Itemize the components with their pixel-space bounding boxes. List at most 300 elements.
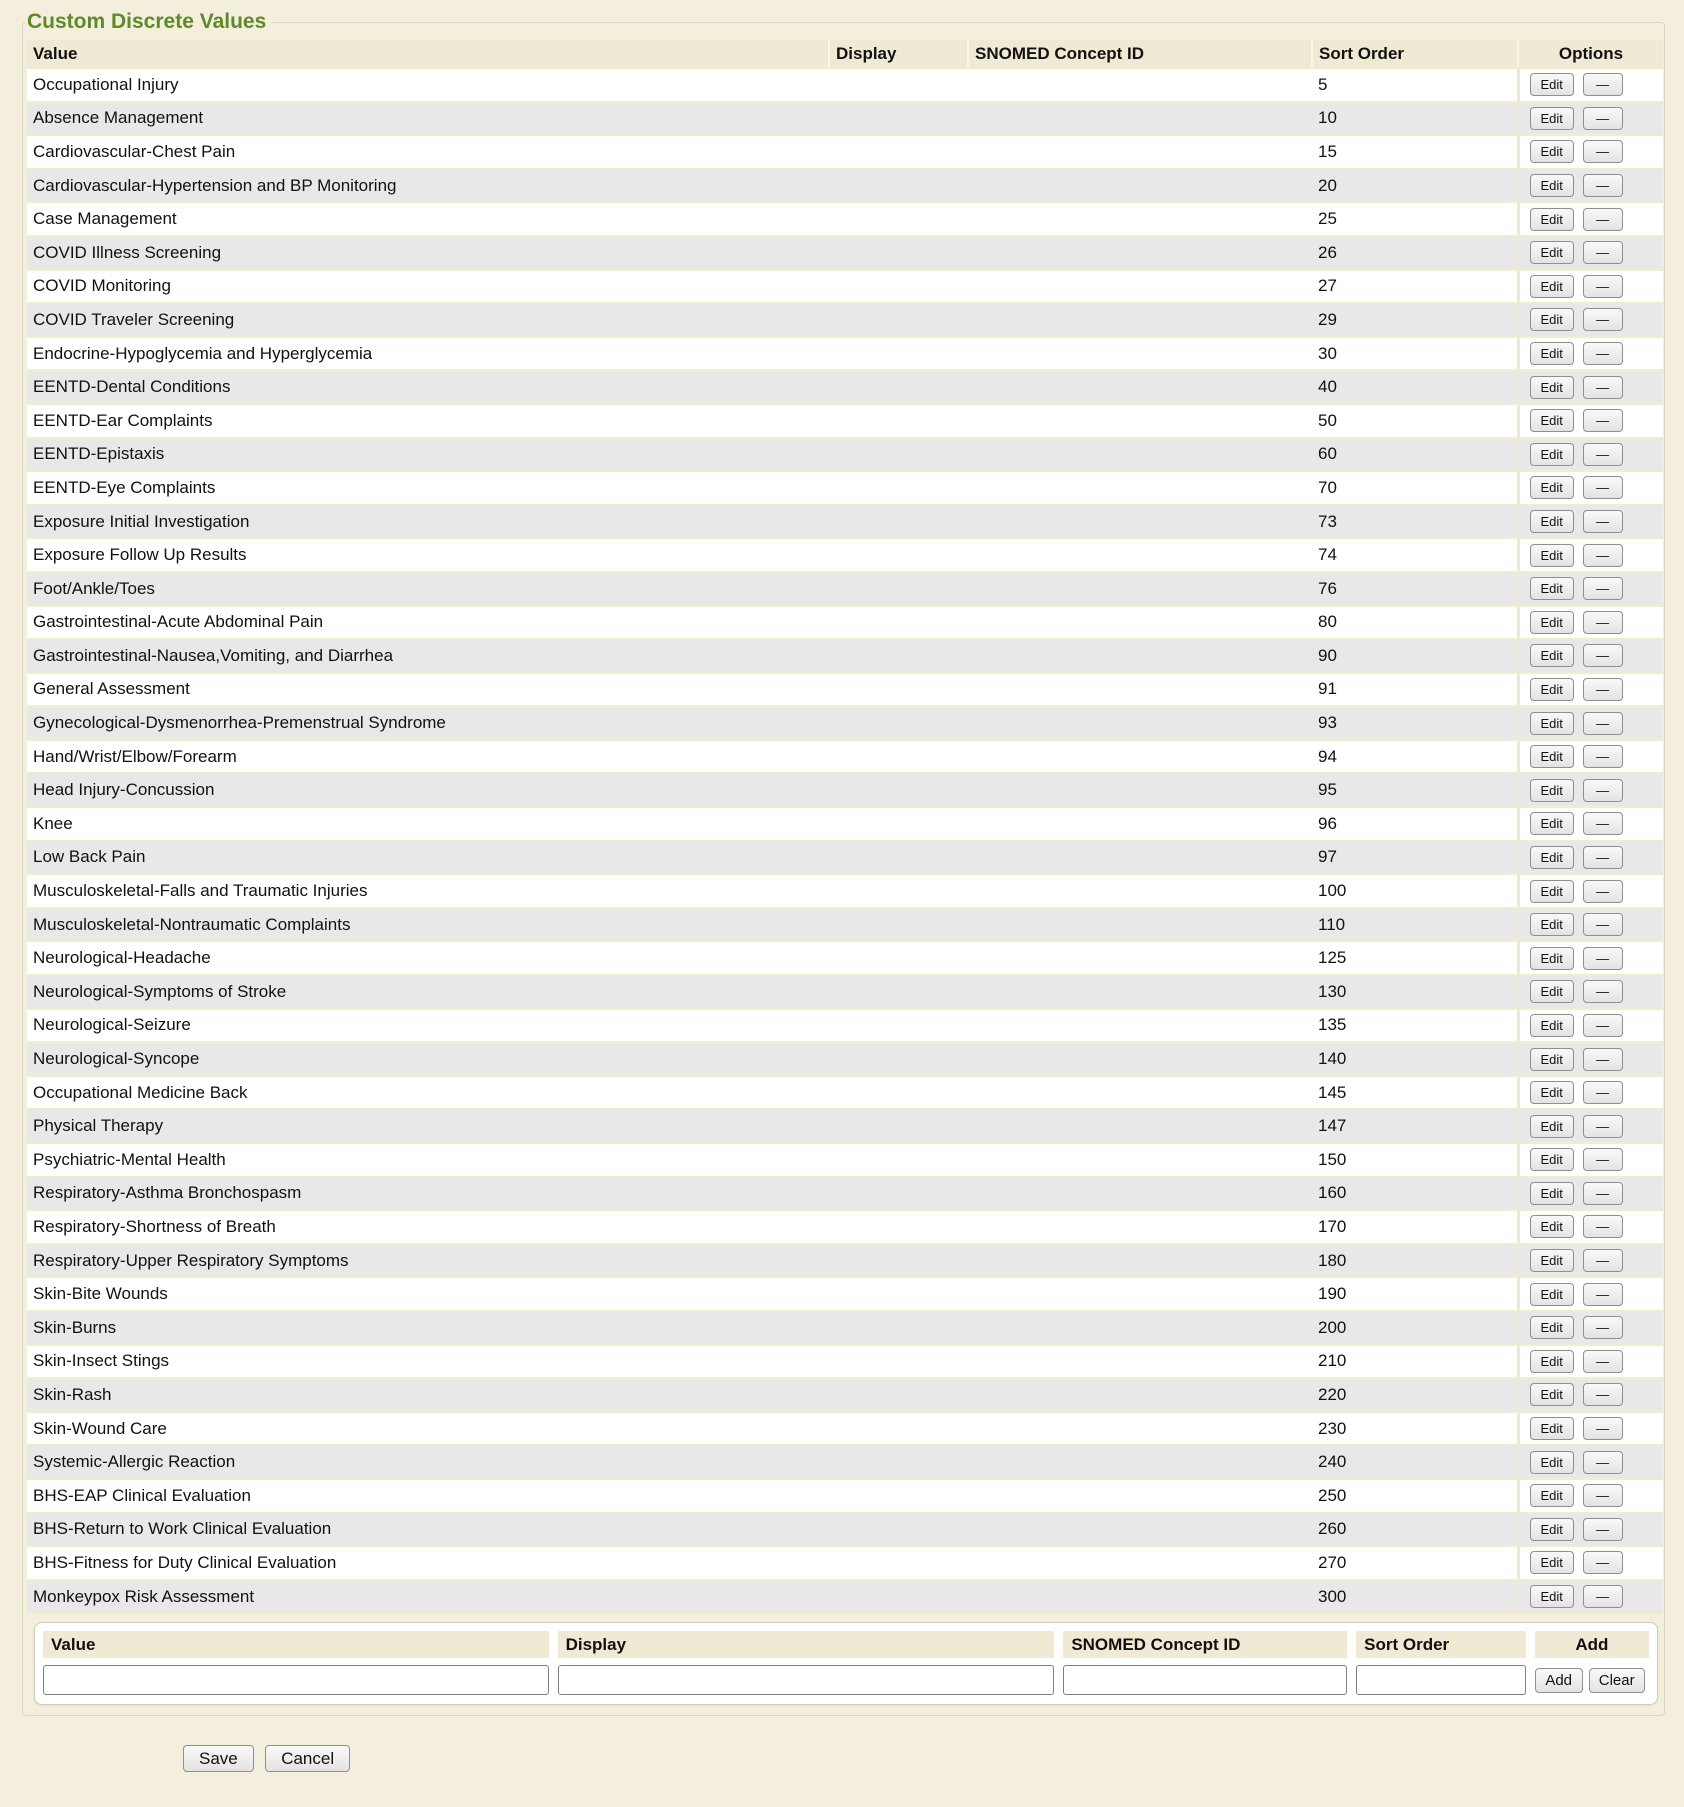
row-display [829, 908, 968, 942]
row-options-cell [1518, 337, 1663, 371]
edit-button[interactable]: Edit [1530, 745, 1574, 768]
row-value: Skin-Bite Wounds [27, 1277, 829, 1311]
row-options-cell [1518, 673, 1663, 707]
row-options-cell [1518, 841, 1663, 875]
row-snomed [968, 1445, 1312, 1479]
remove-button[interactable]: — [1583, 1014, 1623, 1037]
row-display [829, 1143, 968, 1177]
row-snomed [968, 673, 1312, 707]
row-snomed [968, 706, 1312, 740]
table-row [27, 270, 1663, 304]
edit-button[interactable]: Edit [1530, 880, 1574, 903]
edit-button[interactable]: Edit [1530, 1249, 1574, 1272]
row-display [829, 1445, 968, 1479]
row-options-cell [1518, 471, 1663, 505]
row-value: EENTD-Dental Conditions [27, 370, 829, 404]
row-value: Neurological-Seizure [27, 1009, 829, 1043]
remove-button[interactable]: — [1583, 745, 1623, 768]
row-sort-order: 180 [1312, 1244, 1518, 1278]
edit-button[interactable]: Edit [1530, 913, 1574, 936]
row-options-cell [1518, 505, 1663, 539]
remove-button[interactable]: — [1583, 443, 1623, 466]
remove-button[interactable]: — [1583, 1350, 1623, 1373]
row-value: Cardiovascular-Chest Pain [27, 135, 829, 169]
column-header-sort-order: Sort Order [1312, 40, 1518, 68]
row-sort-order: 150 [1312, 1143, 1518, 1177]
table-row [27, 841, 1663, 875]
row-value: COVID Illness Screening [27, 236, 829, 270]
row-snomed [968, 1311, 1312, 1345]
remove-button[interactable]: — [1583, 1215, 1623, 1238]
remove-button[interactable]: — [1583, 73, 1623, 96]
row-display [829, 639, 968, 673]
edit-button[interactable]: Edit [1530, 1383, 1574, 1406]
row-options-cell [1518, 1143, 1663, 1177]
row-options-cell [1518, 1546, 1663, 1580]
column-header-value: Value [27, 40, 829, 68]
row-sort-order: 27 [1312, 270, 1518, 304]
edit-button[interactable]: Edit [1530, 611, 1574, 634]
table-row [27, 169, 1663, 203]
table-row [27, 1580, 1663, 1614]
table-row [27, 1109, 1663, 1143]
edit-button[interactable]: Edit [1530, 510, 1574, 533]
row-options-cell [1518, 1109, 1663, 1143]
edit-button[interactable]: Edit [1530, 73, 1574, 96]
remove-button[interactable]: — [1583, 644, 1623, 667]
column-header-options: Options [1518, 40, 1663, 68]
remove-button[interactable]: — [1583, 913, 1623, 936]
row-options-cell [1518, 1076, 1663, 1110]
row-sort-order: 96 [1312, 807, 1518, 841]
row-display [829, 1177, 968, 1211]
row-snomed [968, 1177, 1312, 1211]
row-value: Low Back Pain [27, 841, 829, 875]
row-value: General Assessment [27, 673, 829, 707]
row-options-cell [1518, 1580, 1663, 1614]
edit-button[interactable]: Edit [1530, 443, 1574, 466]
edit-button[interactable]: Edit [1530, 1451, 1574, 1474]
row-options-cell [1518, 1479, 1663, 1513]
edit-button[interactable]: Edit [1530, 678, 1574, 701]
edit-button[interactable]: Edit [1530, 779, 1574, 802]
row-display [829, 773, 968, 807]
edit-button[interactable]: Edit [1530, 275, 1574, 298]
row-sort-order: 10 [1312, 102, 1518, 136]
row-value: Occupational Injury [27, 68, 829, 102]
row-sort-order: 220 [1312, 1378, 1518, 1412]
edit-button[interactable]: Edit [1530, 1048, 1574, 1071]
row-display [829, 740, 968, 774]
row-sort-order: 15 [1312, 135, 1518, 169]
edit-button[interactable]: Edit [1530, 1350, 1574, 1373]
row-value: Neurological-Syncope [27, 1042, 829, 1076]
edit-button[interactable]: Edit [1530, 812, 1574, 835]
remove-button[interactable]: — [1583, 409, 1623, 432]
remove-button[interactable]: — [1583, 107, 1623, 130]
edit-button[interactable]: Edit [1530, 1518, 1574, 1541]
row-sort-order: 200 [1312, 1311, 1518, 1345]
row-sort-order: 25 [1312, 202, 1518, 236]
row-value: Exposure Follow Up Results [27, 538, 829, 572]
row-value: Systemic-Allergic Reaction [27, 1445, 829, 1479]
edit-button[interactable]: Edit [1530, 644, 1574, 667]
row-display [829, 236, 968, 270]
table-row [27, 1277, 1663, 1311]
row-snomed [968, 1345, 1312, 1379]
footer-actions [183, 1745, 1684, 1772]
remove-button[interactable]: — [1583, 376, 1623, 399]
row-options-cell [1518, 706, 1663, 740]
row-options-cell [1518, 740, 1663, 774]
remove-button[interactable]: — [1583, 846, 1623, 869]
row-snomed [968, 538, 1312, 572]
row-value: Respiratory-Upper Respiratory Symptoms [27, 1244, 829, 1278]
row-snomed [968, 1546, 1312, 1580]
row-options-cell [1518, 572, 1663, 606]
remove-button[interactable]: — [1583, 308, 1623, 331]
row-sort-order: 250 [1312, 1479, 1518, 1513]
remove-button[interactable]: — [1583, 1081, 1623, 1104]
row-value: Absence Management [27, 102, 829, 136]
row-sort-order: 20 [1312, 169, 1518, 203]
row-sort-order: 73 [1312, 505, 1518, 539]
edit-button[interactable]: Edit [1530, 1551, 1574, 1574]
row-value: COVID Traveler Screening [27, 303, 829, 337]
row-options-cell [1518, 270, 1663, 304]
table-row [27, 1513, 1663, 1547]
row-display [829, 438, 968, 472]
edit-button[interactable]: Edit [1530, 241, 1574, 264]
row-sort-order: 80 [1312, 606, 1518, 640]
edit-button[interactable]: Edit [1530, 1182, 1574, 1205]
edit-button[interactable]: Edit [1530, 1215, 1574, 1238]
edit-button[interactable]: Edit [1530, 1148, 1574, 1171]
table-row [27, 1546, 1663, 1580]
remove-button[interactable]: — [1583, 678, 1623, 701]
table-row [27, 1009, 1663, 1043]
row-value: Skin-Rash [27, 1378, 829, 1412]
row-snomed [968, 572, 1312, 606]
edit-button[interactable]: Edit [1530, 544, 1574, 567]
row-display [829, 1311, 968, 1345]
remove-button[interactable]: — [1583, 1249, 1623, 1272]
row-value: Endocrine-Hypoglycemia and Hyperglycemia [27, 337, 829, 371]
row-snomed [968, 1513, 1312, 1547]
remove-button[interactable]: — [1583, 779, 1623, 802]
remove-button[interactable]: — [1583, 812, 1623, 835]
edit-button[interactable]: Edit [1530, 1283, 1574, 1306]
table-row [27, 606, 1663, 640]
row-value: COVID Monitoring [27, 270, 829, 304]
add-sort-order-input[interactable] [1356, 1665, 1526, 1695]
row-value: BHS-Return to Work Clinical Evaluation [27, 1513, 829, 1547]
row-display [829, 169, 968, 203]
edit-button[interactable]: Edit [1530, 846, 1574, 869]
remove-button[interactable]: — [1583, 1148, 1623, 1171]
row-sort-order: 230 [1312, 1412, 1518, 1446]
row-display [829, 1076, 968, 1110]
row-value: Gastrointestinal-Nausea,Vomiting, and Diarrhea [27, 639, 829, 673]
edit-button[interactable]: Edit [1530, 208, 1574, 231]
remove-button[interactable]: — [1583, 342, 1623, 365]
row-snomed [968, 438, 1312, 472]
row-value: Hand/Wrist/Elbow/Forearm [27, 740, 829, 774]
row-sort-order: 94 [1312, 740, 1518, 774]
table-row [27, 975, 1663, 1009]
table-row [27, 337, 1663, 371]
save-button[interactable]: Save [183, 1745, 254, 1772]
edit-button[interactable]: Edit [1530, 1014, 1574, 1037]
table-row [27, 68, 1663, 102]
row-snomed [968, 941, 1312, 975]
edit-button[interactable]: Edit [1530, 1484, 1574, 1507]
row-options-cell [1518, 202, 1663, 236]
remove-button[interactable]: — [1583, 1115, 1623, 1138]
table-row [27, 1210, 1663, 1244]
edit-button[interactable]: Edit [1530, 1585, 1574, 1608]
add-button[interactable]: Add [1535, 1668, 1583, 1693]
row-value: EENTD-Epistaxis [27, 438, 829, 472]
row-options-cell [1518, 975, 1663, 1009]
edit-button[interactable]: Edit [1530, 1316, 1574, 1339]
edit-button[interactable]: Edit [1530, 308, 1574, 331]
row-snomed [968, 135, 1312, 169]
remove-button[interactable]: — [1583, 1551, 1623, 1574]
remove-button[interactable]: — [1583, 1182, 1623, 1205]
row-snomed [968, 1076, 1312, 1110]
edit-button[interactable]: Edit [1530, 409, 1574, 432]
remove-button[interactable]: — [1583, 1518, 1623, 1541]
row-sort-order: 170 [1312, 1210, 1518, 1244]
row-display [829, 1109, 968, 1143]
remove-button[interactable]: — [1583, 611, 1623, 634]
row-options-cell [1518, 1177, 1663, 1211]
remove-button[interactable]: — [1583, 476, 1623, 499]
row-sort-order: 130 [1312, 975, 1518, 1009]
table-row [27, 1076, 1663, 1110]
remove-button[interactable]: — [1583, 880, 1623, 903]
row-display [829, 505, 968, 539]
remove-button[interactable]: — [1583, 174, 1623, 197]
table-row [27, 370, 1663, 404]
row-value: BHS-Fitness for Duty Clinical Evaluation [27, 1546, 829, 1580]
row-snomed [968, 639, 1312, 673]
row-value: Gynecological-Dysmenorrhea-Premenstrual Syndrome [27, 706, 829, 740]
row-value: Respiratory-Asthma Bronchospasm [27, 1177, 829, 1211]
table-row [27, 303, 1663, 337]
row-value: Musculoskeletal-Nontraumatic Complaints [27, 908, 829, 942]
values-table-body [27, 68, 1663, 1613]
edit-button[interactable]: Edit [1530, 980, 1574, 1003]
table-row [27, 1412, 1663, 1446]
row-sort-order: 26 [1312, 236, 1518, 270]
remove-button[interactable]: — [1583, 208, 1623, 231]
row-snomed [968, 1244, 1312, 1278]
add-value-box [34, 1622, 1658, 1705]
remove-button[interactable]: — [1583, 140, 1623, 163]
edit-button[interactable]: Edit [1530, 174, 1574, 197]
row-options-cell [1518, 1277, 1663, 1311]
row-sort-order: 147 [1312, 1109, 1518, 1143]
remove-button[interactable]: — [1583, 1383, 1623, 1406]
row-options-cell [1518, 807, 1663, 841]
remove-button[interactable]: — [1583, 1283, 1623, 1306]
cancel-button[interactable]: Cancel [265, 1745, 350, 1772]
table-row [27, 807, 1663, 841]
table-row [27, 404, 1663, 438]
remove-button[interactable]: — [1583, 712, 1623, 735]
row-snomed [968, 807, 1312, 841]
row-sort-order: 76 [1312, 572, 1518, 606]
remove-button[interactable]: — [1583, 1316, 1623, 1339]
row-sort-order: 95 [1312, 773, 1518, 807]
row-display [829, 673, 968, 707]
row-display [829, 1345, 968, 1379]
row-options-cell [1518, 1210, 1663, 1244]
remove-button[interactable]: — [1583, 275, 1623, 298]
remove-button[interactable]: — [1583, 241, 1623, 264]
table-row [27, 1311, 1663, 1345]
table-row [27, 1479, 1663, 1513]
table-row [27, 1177, 1663, 1211]
row-options-cell [1518, 538, 1663, 572]
row-display [829, 1277, 968, 1311]
row-display [829, 370, 968, 404]
row-display [829, 606, 968, 640]
row-sort-order: 74 [1312, 538, 1518, 572]
row-value: Knee [27, 807, 829, 841]
table-row [27, 236, 1663, 270]
edit-button[interactable]: Edit [1530, 1081, 1574, 1104]
remove-button[interactable]: — [1583, 947, 1623, 970]
table-row [27, 673, 1663, 707]
remove-button[interactable]: — [1583, 544, 1623, 567]
column-header-display: Display [829, 40, 968, 68]
row-value: EENTD-Ear Complaints [27, 404, 829, 438]
row-options-cell [1518, 68, 1663, 102]
row-snomed [968, 471, 1312, 505]
row-sort-order: 260 [1312, 1513, 1518, 1547]
row-sort-order: 93 [1312, 706, 1518, 740]
add-header-snomed-concept-id: SNOMED Concept ID [1063, 1631, 1347, 1658]
table-row [27, 1378, 1663, 1412]
row-display [829, 975, 968, 1009]
row-sort-order: 190 [1312, 1277, 1518, 1311]
row-display [829, 1210, 968, 1244]
row-sort-order: 270 [1312, 1546, 1518, 1580]
row-sort-order: 110 [1312, 908, 1518, 942]
row-snomed [968, 1479, 1312, 1513]
table-row [27, 135, 1663, 169]
table-row [27, 1042, 1663, 1076]
row-sort-order: 70 [1312, 471, 1518, 505]
custom-discrete-values-panel [22, 10, 1665, 1716]
row-options-cell [1518, 1042, 1663, 1076]
row-display [829, 1009, 968, 1043]
row-display [829, 202, 968, 236]
row-snomed [968, 773, 1312, 807]
row-sort-order: 50 [1312, 404, 1518, 438]
row-display [829, 1479, 968, 1513]
remove-button[interactable]: — [1583, 980, 1623, 1003]
row-options-cell [1518, 236, 1663, 270]
table-header-row [27, 40, 1663, 68]
table-row [27, 908, 1663, 942]
row-value: Head Injury-Concussion [27, 773, 829, 807]
row-options-cell [1518, 102, 1663, 136]
row-options-cell [1518, 773, 1663, 807]
add-value-input[interactable] [43, 1665, 549, 1695]
remove-button[interactable]: — [1583, 1048, 1623, 1071]
row-sort-order: 300 [1312, 1580, 1518, 1614]
row-display [829, 1513, 968, 1547]
table-row [27, 1345, 1663, 1379]
row-snomed [968, 1277, 1312, 1311]
row-snomed [968, 1378, 1312, 1412]
row-display [829, 706, 968, 740]
table-row [27, 1244, 1663, 1278]
column-header-snomed-concept-id: SNOMED Concept ID [968, 40, 1312, 68]
edit-button[interactable]: Edit [1530, 712, 1574, 735]
edit-button[interactable]: Edit [1530, 947, 1574, 970]
row-options-cell [1518, 438, 1663, 472]
row-display [829, 68, 968, 102]
row-snomed [968, 606, 1312, 640]
row-snomed [968, 1412, 1312, 1446]
remove-button[interactable]: — [1583, 1585, 1623, 1608]
row-display [829, 1580, 968, 1614]
edit-button[interactable]: Edit [1530, 577, 1574, 600]
add-snomed-input[interactable] [1063, 1665, 1347, 1695]
remove-button[interactable]: — [1583, 1451, 1623, 1474]
row-snomed [968, 169, 1312, 203]
row-value: Monkeypox Risk Assessment [27, 1580, 829, 1614]
remove-button[interactable]: — [1583, 1417, 1623, 1440]
row-value: Foot/Ankle/Toes [27, 572, 829, 606]
row-snomed [968, 102, 1312, 136]
table-row [27, 202, 1663, 236]
remove-button[interactable]: — [1583, 577, 1623, 600]
clear-button[interactable]: Clear [1589, 1668, 1645, 1693]
edit-button[interactable]: Edit [1530, 476, 1574, 499]
row-display [829, 807, 968, 841]
row-sort-order: 90 [1312, 639, 1518, 673]
row-options-cell [1518, 941, 1663, 975]
row-value: Skin-Insect Stings [27, 1345, 829, 1379]
remove-button[interactable]: — [1583, 1484, 1623, 1507]
table-row [27, 538, 1663, 572]
row-value: Occupational Medicine Back [27, 1076, 829, 1110]
row-options-cell [1518, 639, 1663, 673]
edit-button[interactable]: Edit [1530, 107, 1574, 130]
add-header-value: Value [43, 1631, 549, 1658]
remove-button[interactable]: — [1583, 510, 1623, 533]
row-options-cell [1518, 404, 1663, 438]
row-display [829, 1042, 968, 1076]
row-snomed [968, 404, 1312, 438]
add-display-input[interactable] [558, 1665, 1055, 1695]
row-value: Neurological-Symptoms of Stroke [27, 975, 829, 1009]
edit-button[interactable]: Edit [1530, 376, 1574, 399]
row-value: Respiratory-Shortness of Breath [27, 1210, 829, 1244]
edit-button[interactable]: Edit [1530, 1417, 1574, 1440]
edit-button[interactable]: Edit [1530, 1115, 1574, 1138]
edit-button[interactable]: Edit [1530, 140, 1574, 163]
row-snomed [968, 370, 1312, 404]
edit-button[interactable]: Edit [1530, 342, 1574, 365]
row-value: Exposure Initial Investigation [27, 505, 829, 539]
